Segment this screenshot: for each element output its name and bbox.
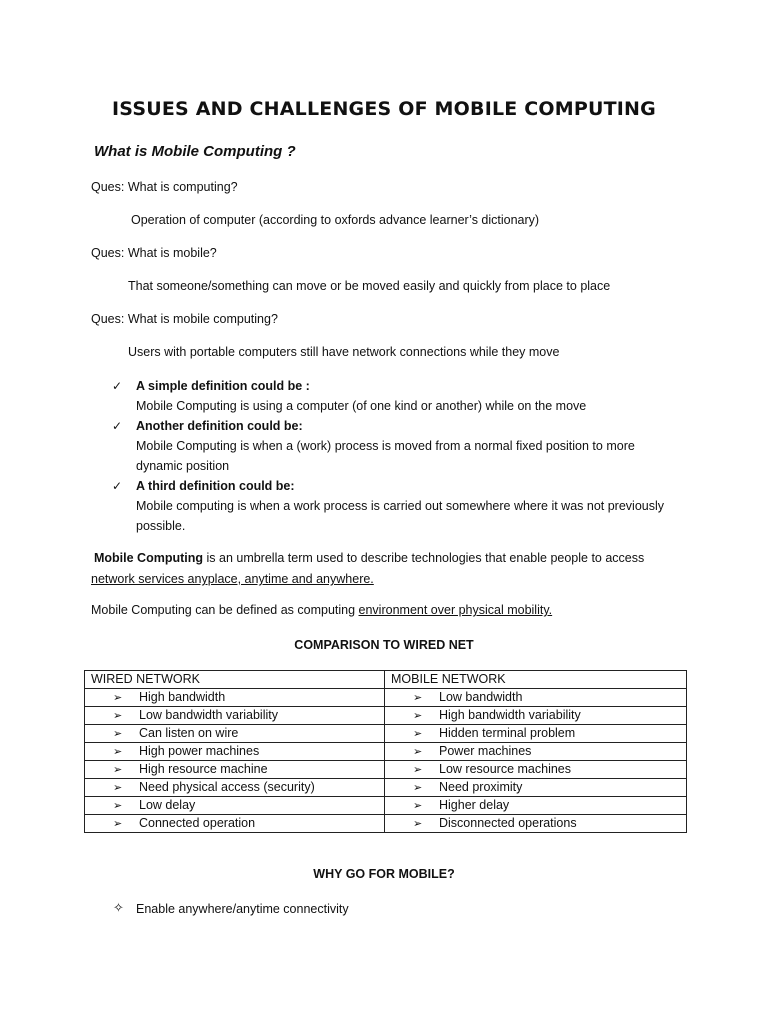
arrow-bullet-icon: ➢: [413, 763, 423, 776]
table-cell: Power machines: [439, 744, 532, 758]
paragraph-text: Mobile Computing can be defined as computing: [91, 603, 359, 617]
table-cell: High power machines: [139, 744, 260, 758]
table-row: [85, 707, 687, 725]
umbrella-paragraph: [91, 548, 694, 590]
definition-text: Mobile Computing is using a computer (of one kind or another) while on the move: [136, 399, 587, 413]
why-item: Enable anywhere/anytime connectivity: [136, 902, 349, 916]
table-row: [85, 797, 687, 815]
arrow-bullet-icon: ➢: [113, 709, 123, 722]
page-title: ISSUES AND CHALLENGES OF MOBILE COMPUTING: [112, 98, 656, 120]
underlined-text: environment over physical mobility.: [358, 603, 553, 617]
arrow-bullet-icon: ➢: [413, 709, 423, 722]
table-row: [85, 779, 687, 797]
table-row: [85, 743, 687, 761]
table-row: [85, 725, 687, 743]
question-3: Ques: What is mobile computing?: [91, 312, 278, 326]
comparison-table: [84, 670, 687, 833]
paragraph-text: is an umbrella term used to describe technologies that enable people to access: [203, 551, 645, 565]
definition-item: [112, 376, 712, 416]
table-header-cell: WIRED NETWORK: [85, 671, 385, 689]
arrow-bullet-icon: ➢: [113, 763, 123, 776]
answer-3: Users with portable computers still have network connections while they move: [128, 345, 560, 359]
diamond-star-icon: ✧: [113, 901, 124, 916]
table-cell: Connected operation: [139, 816, 256, 830]
definition-item: [112, 416, 712, 476]
table-cell: Need physical access (security): [139, 780, 315, 794]
definition-item: [112, 476, 712, 536]
table-header-row: [85, 671, 687, 689]
definition-paragraph: [91, 600, 691, 621]
table-row: [85, 815, 687, 833]
underlined-text: network services anyplace, anytime and anywhere.: [91, 572, 374, 586]
table-cell: High bandwidth: [139, 690, 226, 704]
definition-text: possible.: [136, 519, 186, 533]
definition-text: dynamic position: [136, 459, 230, 473]
table-cell: Higher delay: [439, 798, 510, 812]
arrow-bullet-icon: ➢: [113, 745, 123, 758]
definition-list: [112, 376, 712, 536]
question-2: Ques: What is mobile?: [91, 246, 217, 260]
definition-heading: A simple definition could be :: [136, 379, 310, 393]
table-cell: Hidden terminal problem: [439, 726, 576, 740]
table-cell: Can listen on wire: [139, 726, 239, 740]
section-subtitle: What is Mobile Computing ?: [94, 143, 296, 160]
table-cell: Low delay: [139, 798, 196, 812]
arrow-bullet-icon: ➢: [413, 691, 423, 704]
checkmark-icon: ✓: [112, 479, 123, 493]
arrow-bullet-icon: ➢: [413, 781, 423, 794]
arrow-bullet-icon: ➢: [413, 817, 423, 830]
checkmark-icon: ✓: [112, 419, 123, 433]
table-cell: Need proximity: [439, 780, 523, 794]
checkmark-icon: ✓: [112, 379, 123, 393]
answer-2: That someone/something can move or be moved easily and quickly from place to place: [128, 279, 611, 293]
answer-1: Operation of computer (according to oxfords advance learner’s dictionary): [131, 213, 540, 227]
question-1: Ques: What is computing?: [91, 180, 238, 194]
definition-heading: A third definition could be:: [136, 479, 295, 493]
table-row: [85, 761, 687, 779]
arrow-bullet-icon: ➢: [113, 727, 123, 740]
arrow-bullet-icon: ➢: [413, 799, 423, 812]
arrow-bullet-icon: ➢: [113, 817, 123, 830]
table-cell: High bandwidth variability: [439, 708, 581, 722]
definition-heading: Another definition could be:: [136, 419, 303, 433]
comparison-heading: COMPARISON TO WIRED NET: [294, 638, 474, 652]
definition-text: Mobile Computing is when a (work) process is moved from a normal fixed position to more: [136, 439, 635, 453]
term-bold: Mobile Computing: [94, 551, 204, 565]
arrow-bullet-icon: ➢: [413, 745, 423, 758]
arrow-bullet-icon: ➢: [113, 799, 123, 812]
why-heading: WHY GO FOR MOBILE?: [313, 867, 455, 881]
table-header-cell: MOBILE NETWORK: [385, 671, 687, 689]
table-cell: Disconnected operations: [439, 816, 577, 830]
arrow-bullet-icon: ➢: [413, 727, 423, 740]
definition-text: Mobile computing is when a work process is carried out somewhere where it was not previously: [136, 499, 665, 513]
table-cell: Low resource machines: [439, 762, 572, 776]
arrow-bullet-icon: ➢: [113, 781, 123, 794]
table-cell: High resource machine: [139, 762, 268, 776]
table-cell: Low bandwidth variability: [139, 708, 278, 722]
table-row: [85, 689, 687, 707]
arrow-bullet-icon: ➢: [113, 691, 123, 704]
table-cell: Low bandwidth: [439, 690, 523, 704]
